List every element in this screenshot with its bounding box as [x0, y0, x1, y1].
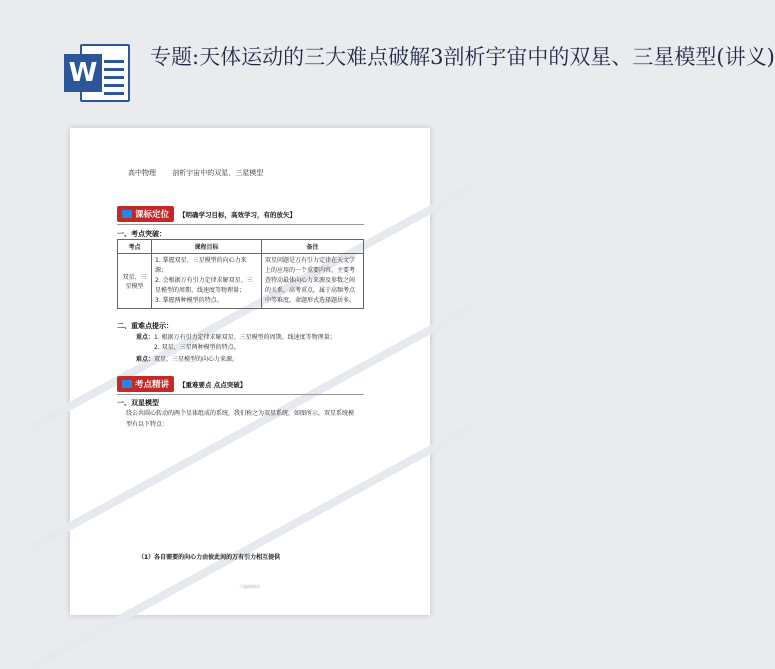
double-star-description: 绕公共圆心转动的两个星体组成的系统，我们称之为双星系统，如图所示，双星系统模型有以下特点：: [126, 410, 355, 428]
book-icon: [122, 210, 132, 218]
section-exam-points: 一、考点突破：: [117, 230, 166, 238]
key-item: 1. 根据万有引力定律求解双星、三星模型的周期、线速度等物理量；: [154, 334, 336, 341]
course-positioning-badge: 课标定位: [117, 206, 174, 222]
table-header-cell: 考点: [118, 240, 152, 254]
document-preview-page[interactable]: [70, 128, 430, 615]
table-header-cell: 备注: [262, 240, 364, 254]
banner-divider: [117, 394, 364, 395]
point-1-text: （1）各自需要的向心力由彼此间的万有引力相互提供: [138, 554, 281, 561]
key-lecture-badge: 考点精讲: [117, 376, 174, 392]
key-lecture-banner: [117, 376, 364, 392]
page-header: [128, 168, 263, 178]
course-positioning-tag: 【明确学习目标，高效学习，有的放矢】: [179, 210, 297, 219]
header-subject: 高中物理: [128, 169, 156, 177]
document-title: 专题:天体运动的三大难点破解3剖析宇宙中的双星、三星模型(讲义): [150, 45, 775, 69]
watermark-pattern: [70, 128, 430, 615]
header-topic: 剖析宇宙中的双星、三星模型: [172, 169, 264, 177]
goals-cell: [152, 254, 262, 309]
word-document-icon: [64, 40, 132, 104]
difficulty-label: 难点：: [136, 356, 155, 363]
exam-point-cell: 双星、三星模型: [118, 254, 152, 309]
book-icon: [122, 380, 132, 388]
key-points-block: [136, 333, 386, 365]
key-item: 2. 双星、三星两种模型的特点。: [154, 344, 240, 351]
page-footer: - 可编辑修改 -: [237, 584, 263, 589]
key-lecture-tag: 【重难要点 点点突破】: [179, 380, 247, 389]
exam-points-table: [117, 239, 364, 309]
goal-item: 1. 掌握双星、三星模型的向心力来源；: [155, 257, 247, 274]
section-double-star: 一、双星模型: [117, 399, 159, 407]
goal-item: 2. 会根据万有引力定律求解双星、三星模型的周期、线速度等物理量；: [155, 277, 253, 294]
goal-item: 3. 掌握两种模型的特点。: [155, 297, 223, 304]
remark-cell: 双星问题是万有引力定律在天文学上的应用的一个重要内容，主要考查特动最体向心力来源及参数之间的关系，高考重点，属于高频考点中等难度，命题形式选择题居多。: [262, 254, 364, 309]
word-letter: W: [64, 54, 102, 92]
table-header-cell: 课程目标: [152, 240, 262, 254]
key-label: 重点：: [136, 334, 155, 341]
course-positioning-banner: [117, 206, 364, 222]
table-header-row: [118, 240, 364, 254]
difficulty-text: 双星、三星模型的向心力来源。: [154, 356, 239, 363]
table-row: [118, 254, 364, 309]
banner-divider: [117, 224, 364, 225]
section-key-points: 二、重难点提示：: [117, 322, 173, 330]
